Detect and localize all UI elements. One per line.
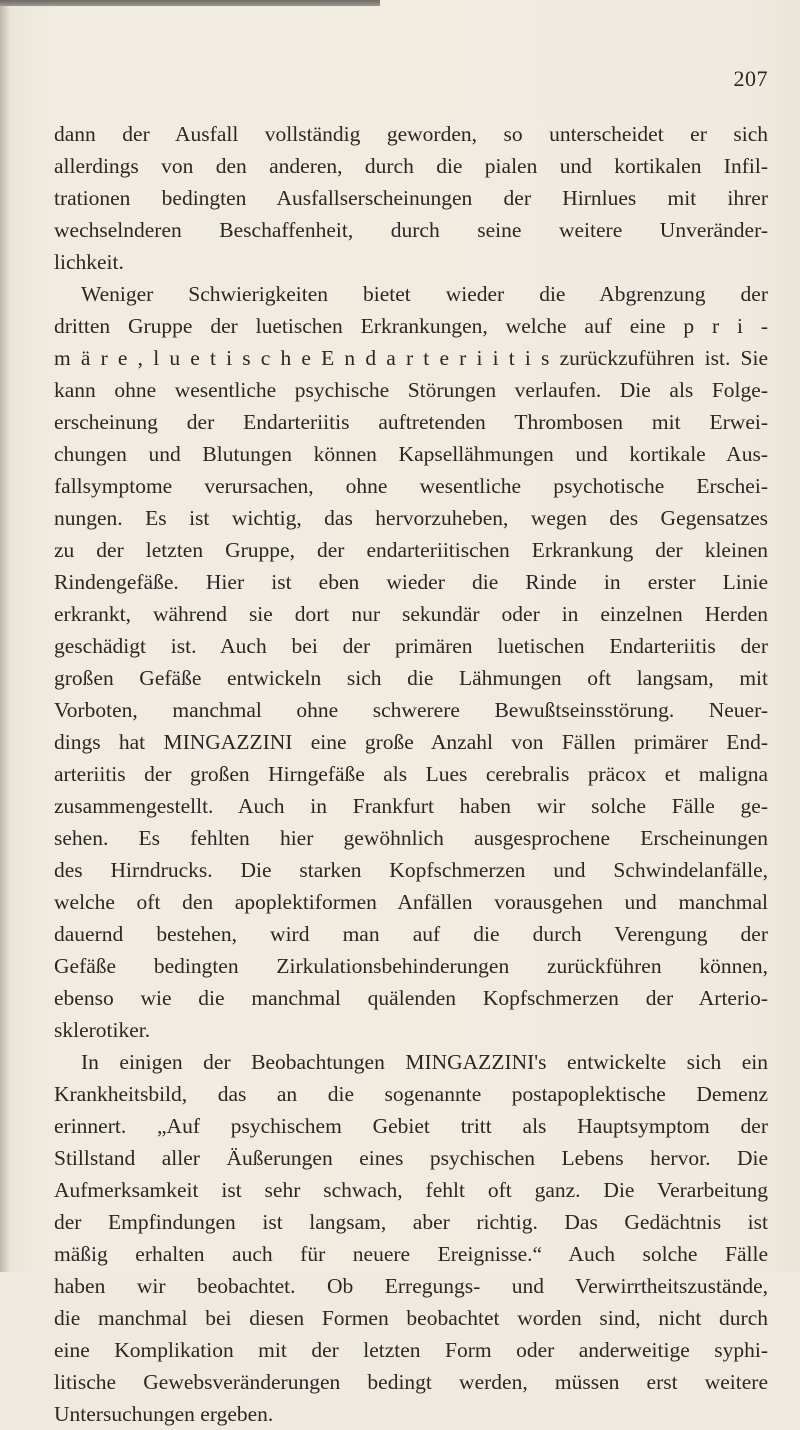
text-line: der Empfindungen ist langsam, aber richtig. Das Gedächtnis ist	[54, 1210, 768, 1234]
text-line: dauernd bestehen, wird man auf die durch Verengung der	[54, 922, 768, 946]
text-line: sklerotiker.	[54, 1018, 151, 1042]
text-line: Untersuchungen ergeben.	[54, 1402, 274, 1426]
text-line: erinnert. „Auf psychischem Gebiet tritt als Hauptsymptom der	[54, 1114, 768, 1138]
binding-edge-shadow	[0, 0, 10, 1272]
text-line: trationen bedingten Ausfallserscheinungen der Hirnlues mit ihrer	[54, 186, 768, 210]
text-line: des Hirndrucks. Die starken Kopfschmerzen und Schwindelanfälle,	[54, 858, 768, 882]
text-line: eine Komplikation mit der letzten Form oder anderweitige syphi-	[54, 1338, 768, 1362]
page-number: 207	[733, 66, 768, 91]
text-line: allerdings von den anderen, durch die pialen und kortikalen Infil-	[54, 154, 768, 178]
text-line: dritten Gruppe der luetischen Erkrankungen, welche auf eine p r i -	[54, 314, 768, 338]
text-line: fallsymptome verursachen, ohne wesentliche psychotische Erschei-	[54, 474, 768, 498]
text-line: nungen. Es ist wichtig, das hervorzuheben, wegen des Gegensatzes	[54, 506, 768, 530]
text-line: zu der letzten Gruppe, der endarteriitischen Erkrankung der kleinen	[54, 538, 768, 562]
text-line: Vorboten, manchmal ohne schwerere Bewußtseinsstörung. Neuer-	[54, 698, 768, 722]
text-line: m ä r e , l u e t i s c h e E n d a r t e r i i t i s zurückzuführen ist. Sie	[54, 346, 768, 370]
text-line: sehen. Es fehlten hier gewöhnlich ausgesprochene Erscheinungen	[54, 826, 768, 850]
text-line: erkrankt, während sie dort nur sekundär oder in einzelnen Herden	[54, 602, 768, 626]
text-line: lichkeit.	[54, 250, 124, 274]
text-line: wechselnderen Beschaffenheit, durch seine weitere Unveränder-	[54, 218, 768, 242]
text-line: Aufmerksamkeit ist sehr schwach, fehlt oft ganz. Die Verarbeitung	[54, 1178, 768, 1202]
text-line: chungen und Blutungen können Kapsellähmungen und kortikale Aus-	[54, 442, 768, 466]
text-line: arteriitis der großen Hirngefäße als Lues cerebralis präcox et maligna	[54, 762, 768, 786]
text-line: dann der Ausfall vollständig geworden, so unterscheidet er sich	[54, 122, 768, 146]
text-line: Gefäße bedingten Zirkulationsbehinderungen zurückführen können,	[54, 954, 768, 978]
text-line: die manchmal bei diesen Formen beobachtet worden sind, nicht durch	[54, 1306, 768, 1330]
text-line: haben wir beobachtet. Ob Erregungs- und Verwirrtheitszustände,	[54, 1274, 768, 1298]
text-line: Rindengefäße. Hier ist eben wieder die Rinde in erster Linie	[54, 570, 768, 594]
text-line: mäßig erhalten auch für neuere Ereignisse.“ Auch solche Fälle	[54, 1242, 768, 1266]
text-line: welche oft den apoplektiformen Anfällen vorausgehen und manchmal	[54, 890, 768, 914]
text-line: großen Gefäße entwickeln sich die Lähmungen oft langsam, mit	[54, 666, 768, 690]
text-line: zusammengestellt. Auch in Frankfurt haben wir solche Fälle ge-	[54, 794, 768, 818]
text-line: erscheinung der Endarteriitis auftretenden Thrombosen mit Erwei-	[54, 410, 768, 434]
body-text	[54, 118, 768, 1430]
text-line: Krankheitsbild, das an die sogenannte postapoplektische Demenz	[54, 1082, 768, 1106]
text-line: geschädigt ist. Auch bei der primären luetischen Endarteriitis der	[54, 634, 768, 658]
text-line: dings hat MINGAZZINI eine große Anzahl von Fällen primärer End-	[54, 730, 768, 754]
top-edge-rule	[0, 0, 380, 6]
text-line: kann ohne wesentliche psychische Störungen verlaufen. Die als Folge-	[54, 378, 768, 402]
text-line: litische Gewebsveränderungen bedingt werden, müssen erst weitere	[54, 1370, 768, 1394]
text-line: ebenso wie die manchmal quälenden Kopfschmerzen der Arterio-	[54, 986, 768, 1010]
text-line: In einigen der Beobachtungen MINGAZZINI's entwickelte sich ein	[81, 1050, 768, 1074]
text-line: Stillstand aller Äußerungen eines psychischen Lebens hervor. Die	[54, 1146, 768, 1170]
text-line: Weniger Schwierigkeiten bietet wieder die Abgrenzung der	[81, 282, 768, 306]
